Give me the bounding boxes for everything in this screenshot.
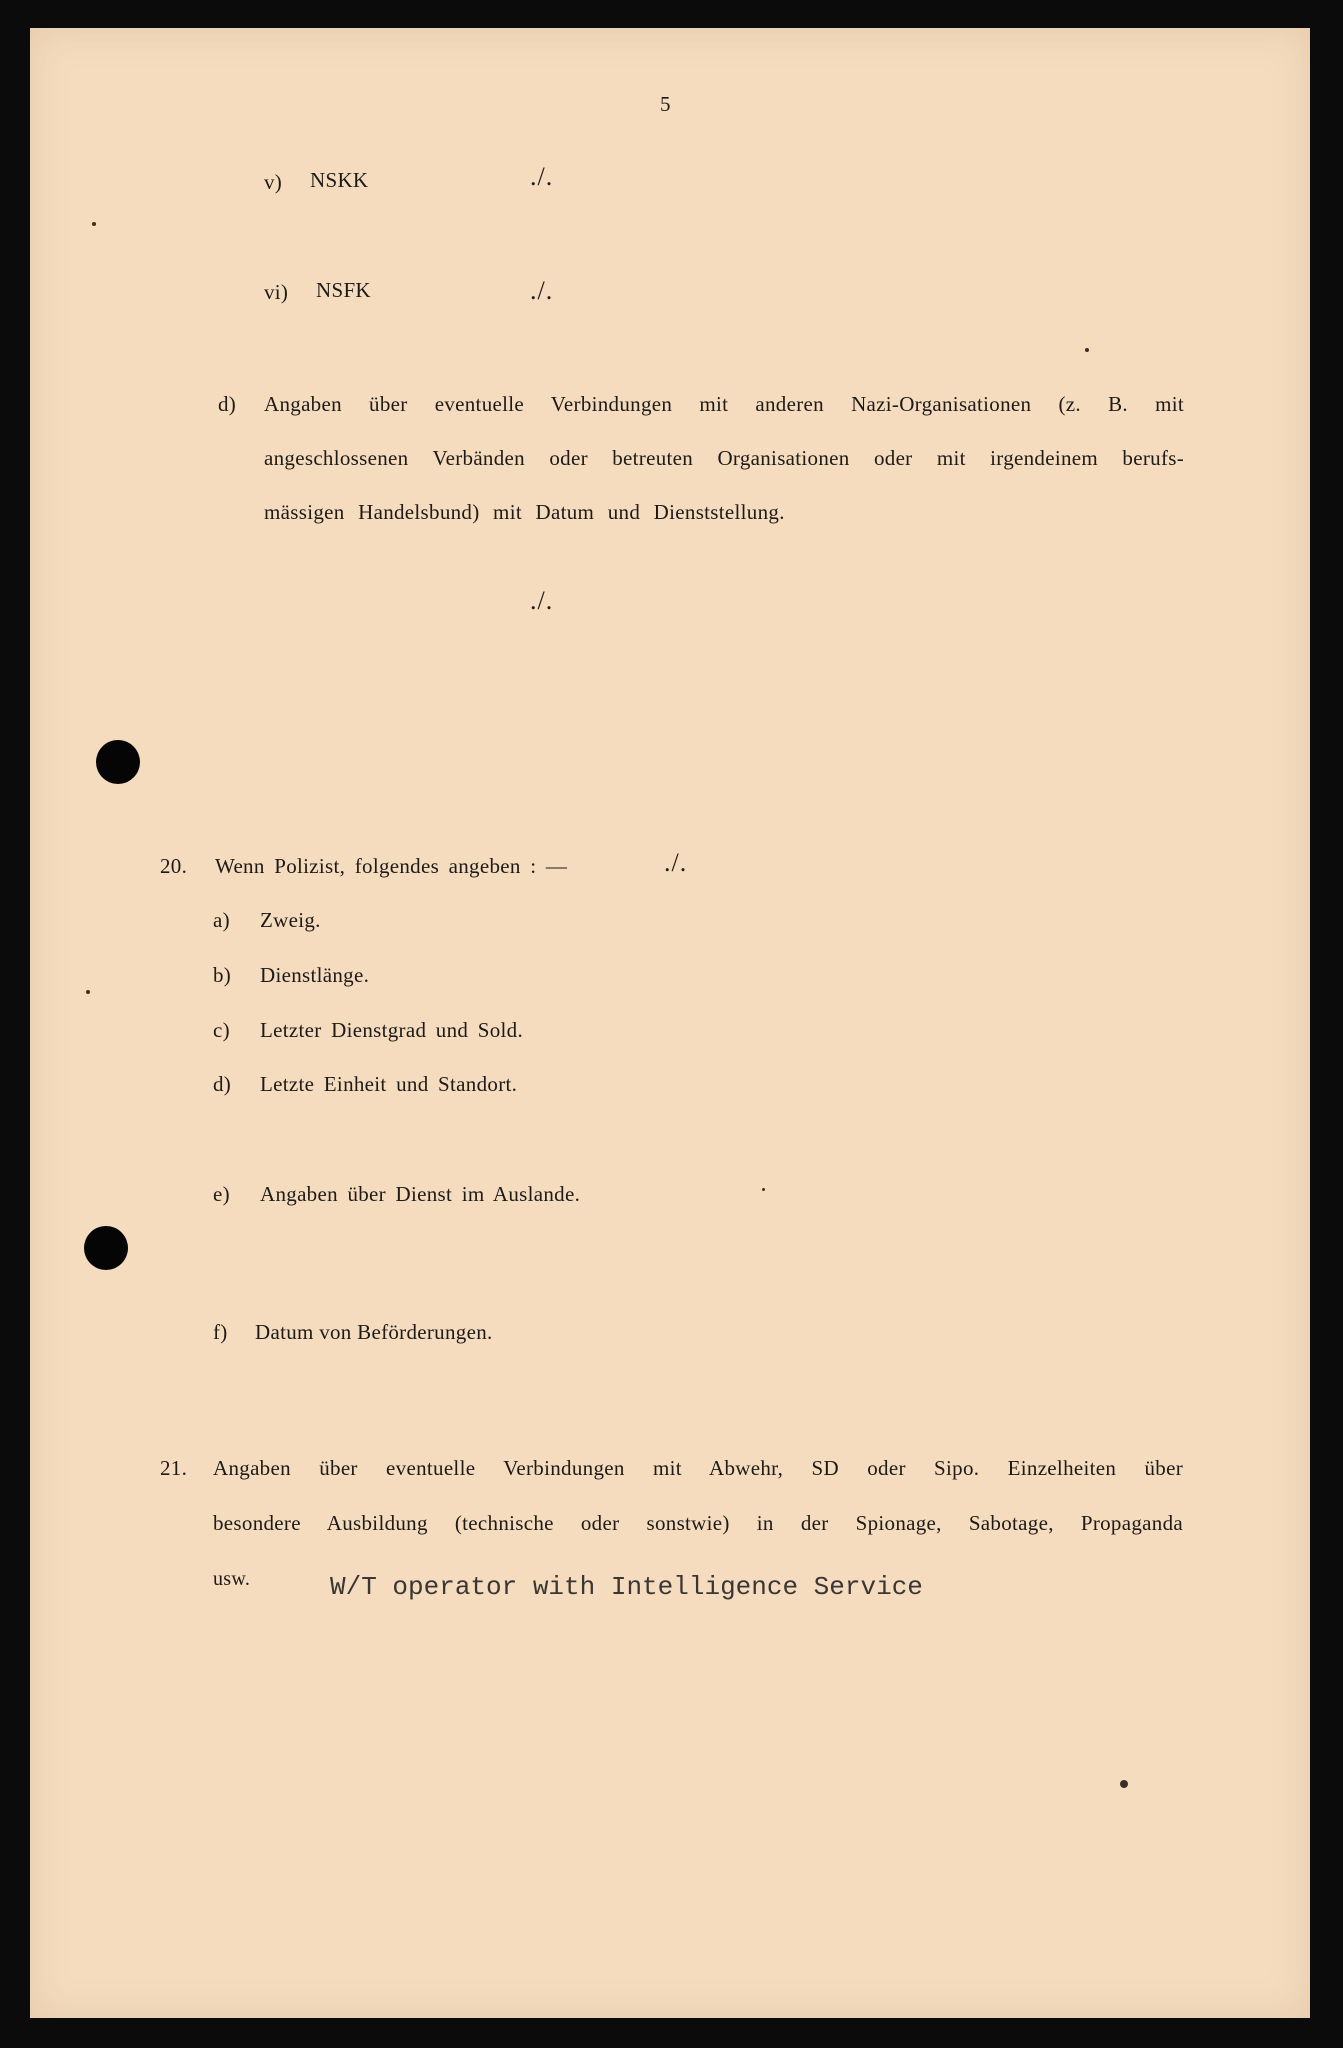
item-label: c)	[213, 1018, 230, 1042]
punch-hole	[84, 1226, 128, 1270]
nil-mark: ./.	[530, 586, 554, 615]
item-label: d)	[218, 392, 237, 416]
paper-speck	[92, 222, 96, 226]
item-text: Letzte Einheit und Standort.	[260, 1072, 518, 1096]
paper-speck	[762, 1188, 765, 1191]
nil-mark: ./.	[664, 848, 688, 877]
nil-mark: ./.	[530, 276, 554, 305]
item-label: b)	[213, 963, 232, 987]
question-number: 20.	[160, 854, 188, 878]
item-text: Angaben über Dienst im Auslande.	[260, 1182, 581, 1206]
question-number: 21.	[160, 1456, 188, 1480]
document-page	[30, 28, 1310, 2018]
section-d-line: Angaben über eventuelle Verbindungen mit anderen Nazi-Organisationen (z. B. mit	[264, 392, 1184, 416]
item-label: d)	[213, 1072, 232, 1096]
section-d-line: mässigen Handelsbund) mit Datum und Dienststellung.	[264, 500, 785, 524]
org-name: NSFK	[316, 278, 371, 302]
item-text: Dienstlänge.	[260, 963, 370, 987]
question-text: Wenn Polizist, folgendes angeben : —	[215, 854, 568, 878]
nil-mark: ./.	[530, 162, 554, 191]
question-text: besondere Ausbildung (technische oder sonstwie) in der Spionage, Sabotage, Propaganda	[213, 1511, 1183, 1535]
paper-speck	[86, 990, 90, 994]
question-text: usw.	[213, 1568, 251, 1590]
item-text: Zweig.	[260, 908, 321, 932]
item-label: vi)	[264, 280, 289, 304]
item-label: f)	[213, 1320, 228, 1344]
paper-speck	[1120, 1780, 1128, 1788]
question-text: Angaben über eventuelle Verbindungen mit Abwehr, SD oder Sipo. Einzelheiten über	[213, 1456, 1183, 1480]
org-name: NSKK	[310, 168, 369, 192]
item-label: a)	[213, 908, 230, 932]
item-text: Datum von Beförderungen.	[255, 1320, 493, 1344]
punch-hole	[96, 740, 140, 784]
typed-answer: W/T operator with Intelligence Service	[330, 1572, 923, 1602]
paper-speck	[1085, 348, 1089, 352]
section-d-line: angeschlossenen Verbänden oder betreuten Organisationen oder mit irgendeinem berufs-	[264, 446, 1184, 470]
item-label: e)	[213, 1182, 230, 1206]
item-label: v)	[264, 170, 283, 194]
item-text: Letzter Dienstgrad und Sold.	[260, 1018, 524, 1042]
page-number: 5	[660, 92, 671, 116]
